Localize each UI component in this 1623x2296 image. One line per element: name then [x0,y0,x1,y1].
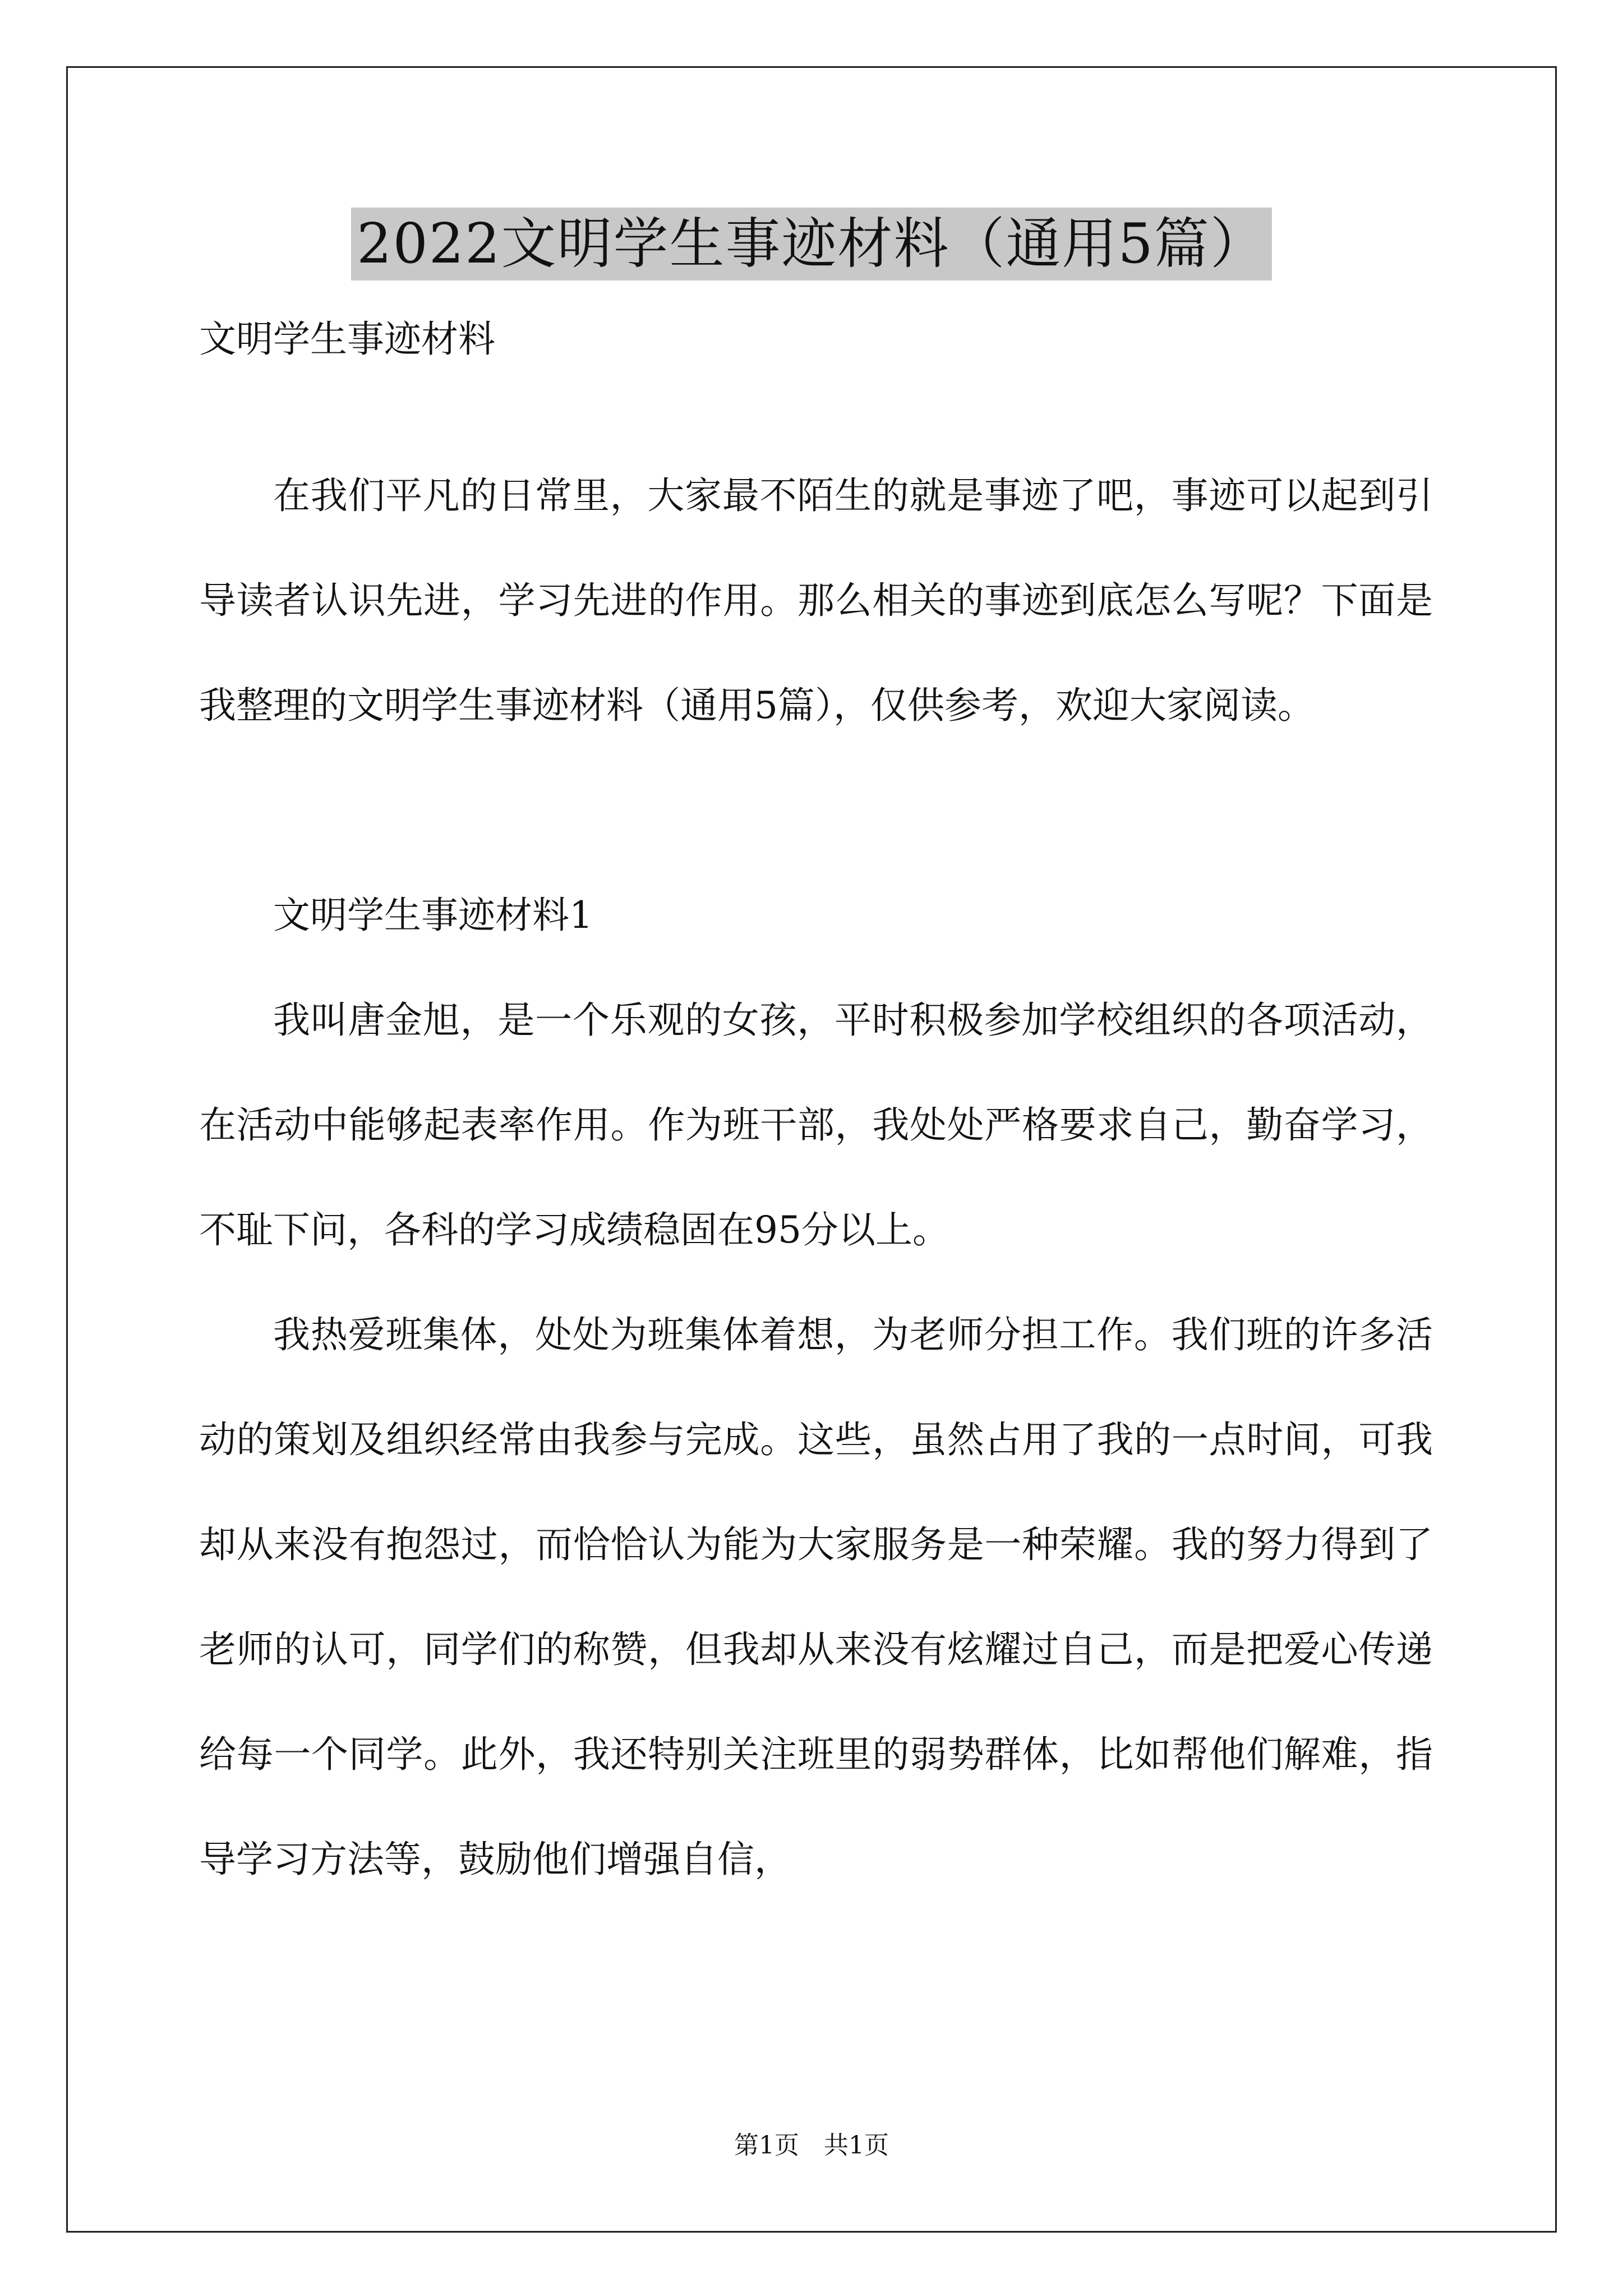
page-footer: 第1页 共1页 [734,2131,889,2160]
section-heading-1: 文明学生事迹材料1 [273,894,593,937]
section-spacer [199,758,1433,863]
body-paragraph-2: 我热爱班集体，处处为班集体着想，为老师分担工作。我们班的许多活动的策划及组织经常由我参与完成。这些，虽然占用了我的一点时间，可我却从来没有抱怨过，而恰恰认为能为大家服务是一种荣耀。我的努力得到了老师的认可，同学们的称赞，但我却从来没有炫耀过自己，而是把爱心传递给每一个同学。此外，我还特别关注班里的弱势群体，比如帮他们解难，指导学习方法等，鼓励他们增强自信， [199,1313,1433,1881]
intro-paragraph: 在我们平凡的日常里，大家最不陌生的就是事迹了吧，事迹可以起到引导读者认识先进，学习先进的作用。那么相关的事迹到底怎么写呢？下面是我整理的文明学生事迹材料（通用5篇），仅供参考，欢迎大家阅读。 [199,474,1433,727]
document-title: 2022文明学生事迹材料（通用5篇） [351,208,1272,280]
body-paragraph-1: 我叫唐金旭，是一个乐观的女孩，平时积极参加学校组织的各项活动，在活动中能够起表率作用。作为班干部，我处处严格要求自己，勤奋学习，不耻下问，各科的学习成绩稳固在95分以上。 [199,999,1433,1251]
document-subtitle: 文明学生事迹材料 [199,318,495,361]
document-body [199,443,1433,1912]
title-container [0,208,1623,280]
